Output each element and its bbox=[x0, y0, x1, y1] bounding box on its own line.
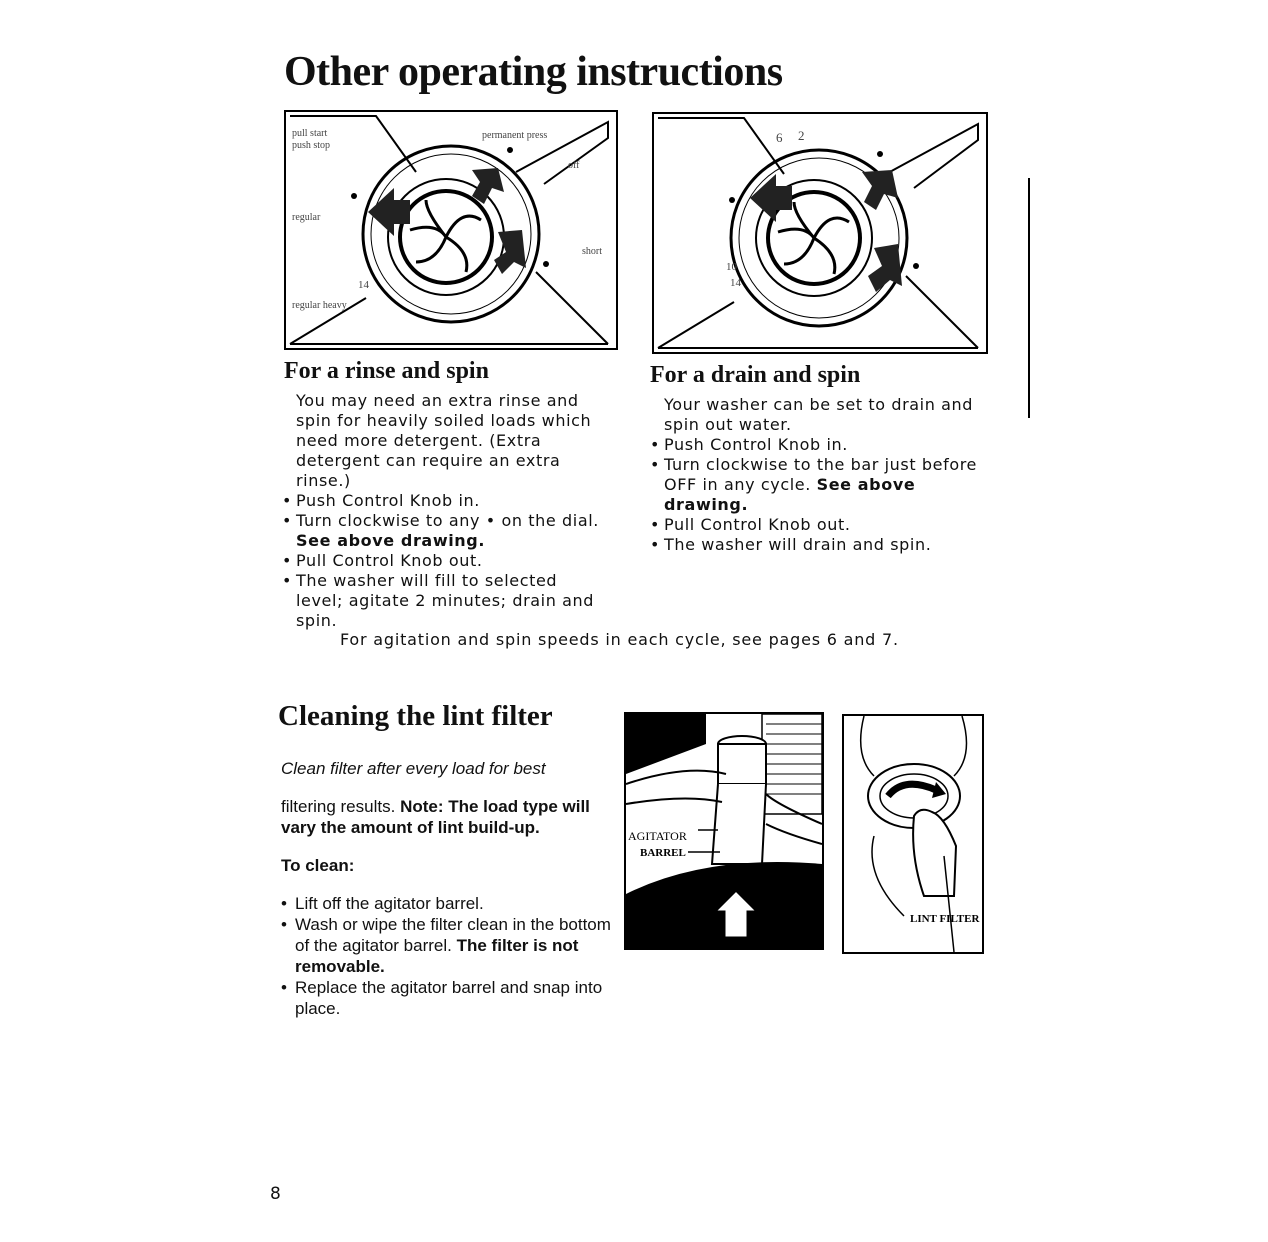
label-regular-heavy: regular heavy bbox=[292, 300, 347, 311]
list-item: • The washer will fill to selected level; agitate 2 minutes; drain and spin. bbox=[282, 571, 607, 631]
list-item: • The washer will drain and spin. bbox=[650, 535, 995, 555]
list-item: • Turn clockwise to the bar just before OFF in any cycle. See above drawing. bbox=[650, 455, 995, 515]
list-item: • Push Control Knob in. bbox=[650, 435, 995, 455]
list-item: • Pull Control Knob out. bbox=[650, 515, 995, 535]
list-item: • Wash or wipe the filter clean in the bottom of the agitator barrel. The filter is not removable. bbox=[281, 914, 611, 977]
label-push-stop: push stop bbox=[292, 140, 331, 151]
dial-illustration bbox=[286, 112, 616, 348]
lint-filter-figure bbox=[842, 714, 984, 954]
rinse-spin-steps bbox=[282, 491, 607, 631]
lint-heading: Cleaning the lint filter bbox=[278, 700, 553, 732]
cycle-speeds-note: For agitation and spin speeds in each cycle, see pages 6 and 7. bbox=[340, 630, 899, 649]
label-pull-start: pull start bbox=[292, 128, 328, 139]
not-removable-note: The filter is not removable. bbox=[295, 936, 579, 976]
rinse-spin-dial-figure bbox=[284, 110, 618, 350]
label-14: 14 bbox=[730, 277, 741, 289]
list-item: • Pull Control Knob out. bbox=[282, 551, 607, 571]
lint-steps bbox=[281, 893, 611, 1019]
list-item: • Replace the agitator barrel and snap into place. bbox=[281, 977, 611, 1019]
see-drawing-note: See above drawing. bbox=[664, 475, 916, 514]
drain-spin-intro: Your washer can be set to drain and spin out water. bbox=[664, 395, 974, 434]
drain-spin-body bbox=[650, 395, 995, 555]
page-title: Other operating instructions bbox=[284, 49, 783, 95]
drain-spin-steps bbox=[650, 435, 995, 555]
rinse-spin-body bbox=[282, 391, 607, 631]
label-10: 10 bbox=[726, 261, 737, 273]
dial-illustration bbox=[654, 114, 986, 352]
lint-note: Note: The load type will vary the amount of lint build-up. bbox=[281, 797, 590, 837]
page-number: 8 bbox=[270, 1184, 281, 1204]
lint-intro: Clean filter after every load for best bbox=[281, 759, 546, 778]
label-14: 14 bbox=[358, 279, 369, 291]
drain-spin-heading: For a drain and spin bbox=[650, 362, 861, 388]
margin-rule bbox=[1028, 178, 1030, 418]
lint-body bbox=[281, 741, 611, 1019]
list-item: • Lift off the agitator barrel. bbox=[281, 893, 611, 914]
agitator-label: AGITATOR bbox=[628, 829, 687, 843]
rinse-spin-heading: For a rinse and spin bbox=[284, 358, 489, 384]
list-item: • Turn clockwise to any • on the dial. See above drawing. bbox=[282, 511, 607, 551]
lint-filter-illustration bbox=[844, 716, 982, 952]
agitator-barrel-figure bbox=[624, 712, 824, 950]
label-permanent-press: permanent press bbox=[482, 130, 548, 141]
to-clean-label: To clean: bbox=[281, 856, 355, 875]
label-6: 6 bbox=[776, 130, 783, 145]
label-off: off bbox=[568, 160, 580, 171]
agitator-illustration bbox=[626, 714, 822, 948]
lint-filter-label: LINT FILTER bbox=[910, 913, 980, 925]
barrel-label: BARREL bbox=[640, 847, 686, 859]
drain-spin-dial-figure bbox=[652, 112, 988, 354]
see-drawing-note: See above drawing. bbox=[296, 531, 486, 550]
list-item: • Push Control Knob in. bbox=[282, 491, 607, 511]
rinse-spin-intro: You may need an extra rinse and spin for heavily soiled loads which need more detergent. (Extra detergent can require an extra rinse.) bbox=[296, 391, 592, 490]
lint-intro-rest: filtering results. bbox=[281, 797, 396, 816]
label-2: 2 bbox=[798, 128, 805, 143]
label-regular: regular bbox=[292, 212, 321, 223]
label-short: short bbox=[582, 246, 602, 257]
